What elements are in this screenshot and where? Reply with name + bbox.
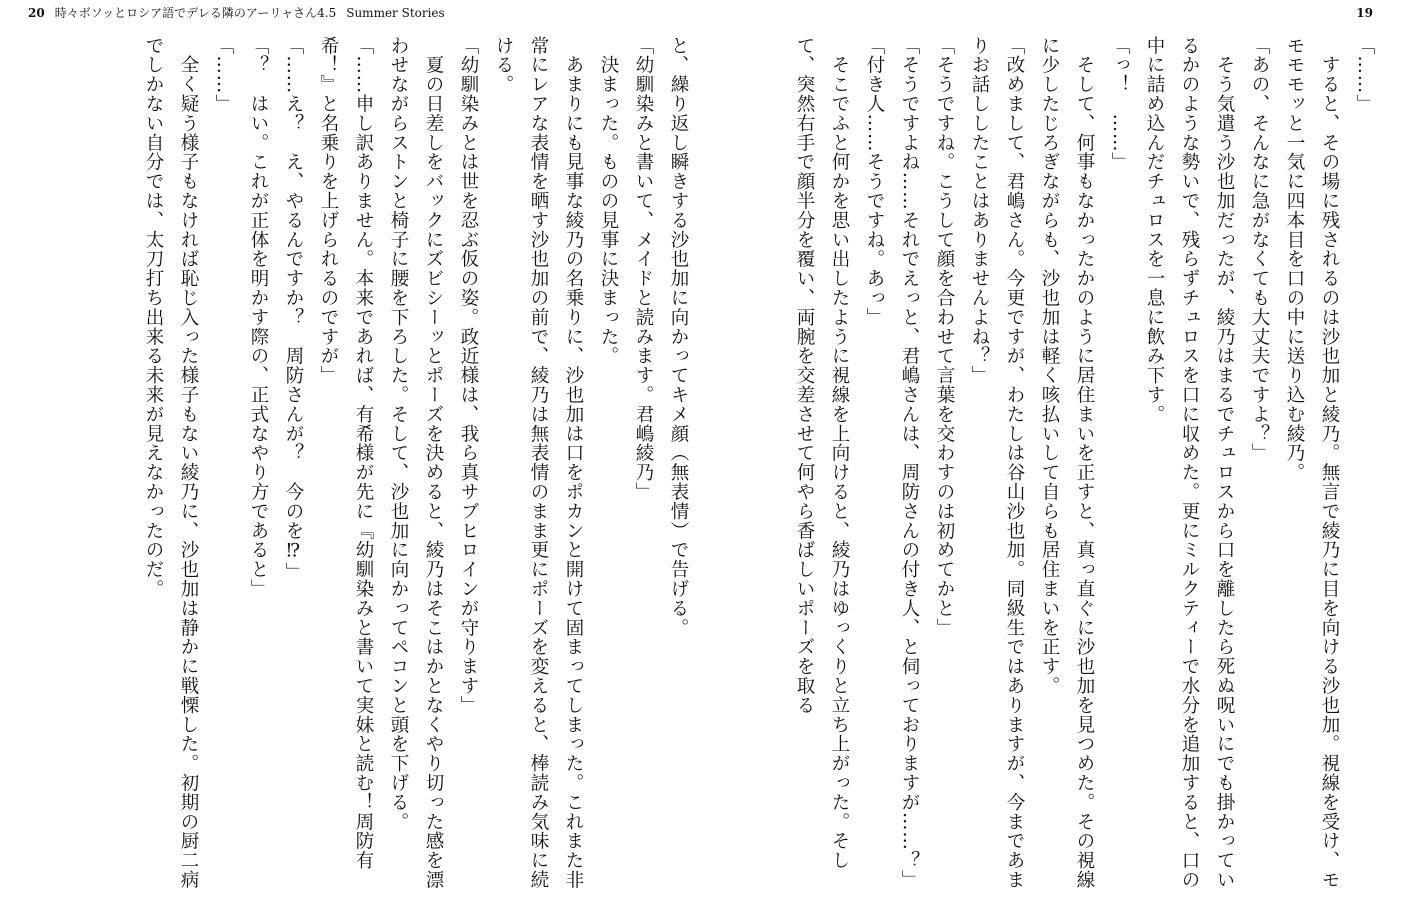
left-page-number: 20 bbox=[28, 6, 45, 20]
paragraph: そして、何事もなかったかのように居住まいを正すと、真っ直ぐに沙也加を見つめた。その視線に少したじろぎながらも、沙也加は軽く咳払いして自らも居住まいを正す。 bbox=[1039, 36, 1095, 890]
left-page-header bbox=[28, 5, 445, 21]
left-page-text bbox=[40, 36, 696, 904]
paragraph: 全く疑う様子もなければ恥じ入った様子もない綾乃に、沙也加は静かに戦慄した。初期の厨二病でしかない自分では、太刀打ち出来る未来が見えなかったのだ。 bbox=[143, 36, 199, 890]
paragraph: そう気遣う沙也加だったが、綾乃はまるでチュロスから口を離したら死ぬ呪いにでも掛かっているかのような勢いで、残らずチュロスを口に収めた。更にミルクティーで水分を追加すると、口の中に詰め込んだチュロスを一息に飲み下す。 bbox=[1144, 36, 1235, 890]
paragraph: 夏の日差しをバックにズビシーッとポーズを決めると、綾乃はそこはかとなくやり切った感を漂わせながらストンと椅子に腰を下ろした。そして、沙也加に向かってペコンと頭を下げる。 bbox=[388, 36, 444, 890]
paragraph: 「？ はい。これが正体を明かす際の、正式なやり方であると」 bbox=[248, 36, 269, 599]
paragraph: と、繰り返し瞬きする沙也加に向かってキメ顔（無表情）で告げる。 bbox=[668, 36, 689, 638]
paragraph: 「幼馴染みとは世を忍ぶ仮の姿。政近様は、我ら真サブヒロインが守ります」 bbox=[458, 36, 479, 715]
paragraph: 「……」 bbox=[213, 36, 234, 114]
paragraph: 「そうですね。こうして顔を合わせて言葉を交わすのは初めてかと」 bbox=[934, 36, 955, 638]
book-title: 時々ボソッとロシア語でデレる隣のアーリャさん4.5 bbox=[54, 6, 337, 20]
paragraph: 「付き人……そうですね。あっ」 bbox=[864, 36, 885, 327]
paragraph: すると、その場に残されるのは沙也加と綾乃。無言で綾乃に目を向ける沙也加。視線を受け、モモモモッと一気に四本目を口の中に送り込む綾乃。 bbox=[1284, 36, 1340, 890]
paragraph: 「そうですよね……それでえっと、君嶋さんは、周防さんの付き人、と伺っておりますが……？」 bbox=[899, 36, 920, 890]
paragraph: 「っ！ ……」 bbox=[1109, 36, 1130, 172]
book-subtitle: Summer Stories bbox=[346, 6, 445, 20]
paragraph: 「……申し訳ありません。本来であれば、有希様が先に『幼馴染みと書いて実妹と読む！周防有希！』と名乗りを上げられるのですが」 bbox=[318, 36, 374, 871]
paragraph: 「改めまして、君嶋さん。今更ですが、わたしは谷山沙也加。同級生ではありますが、今まであまりお話ししたことはありませんよね？」 bbox=[969, 36, 1025, 890]
paragraph: あまりにも見事な綾乃の名乗りに、沙也加は口をポカンと開けて固まってしまった。これまた非常にレアな表情を晒す沙也加の前で、綾乃は無表情のまま更にポーズを変えると、棒読み気味に続ける。 bbox=[493, 36, 584, 890]
paragraph: 「……え？ え、やるんですか？ 周防さんが？ 今のを⁉」 bbox=[283, 36, 304, 582]
paragraph: 「幼馴染みと書いて、メイドと読みます。君嶋綾乃」 bbox=[633, 36, 654, 502]
right-page-text bbox=[722, 36, 1382, 904]
paragraph: 「あの、そんなに急がなくても大丈夫ですよ？」 bbox=[1249, 36, 1270, 463]
paragraph: 決まった。ものの見事に決まった。 bbox=[598, 36, 619, 366]
paragraph: そこでふと何かを思い出したように視線を上向けると、綾乃はゆっくりと立ち上がった。そして、突然右手で顔半分を覆い、両腕を交差させて何やら香ばしいポーズを取る bbox=[794, 36, 850, 871]
right-page-number: 19 bbox=[1356, 6, 1373, 20]
paragraph: 「……」 bbox=[1354, 36, 1375, 114]
